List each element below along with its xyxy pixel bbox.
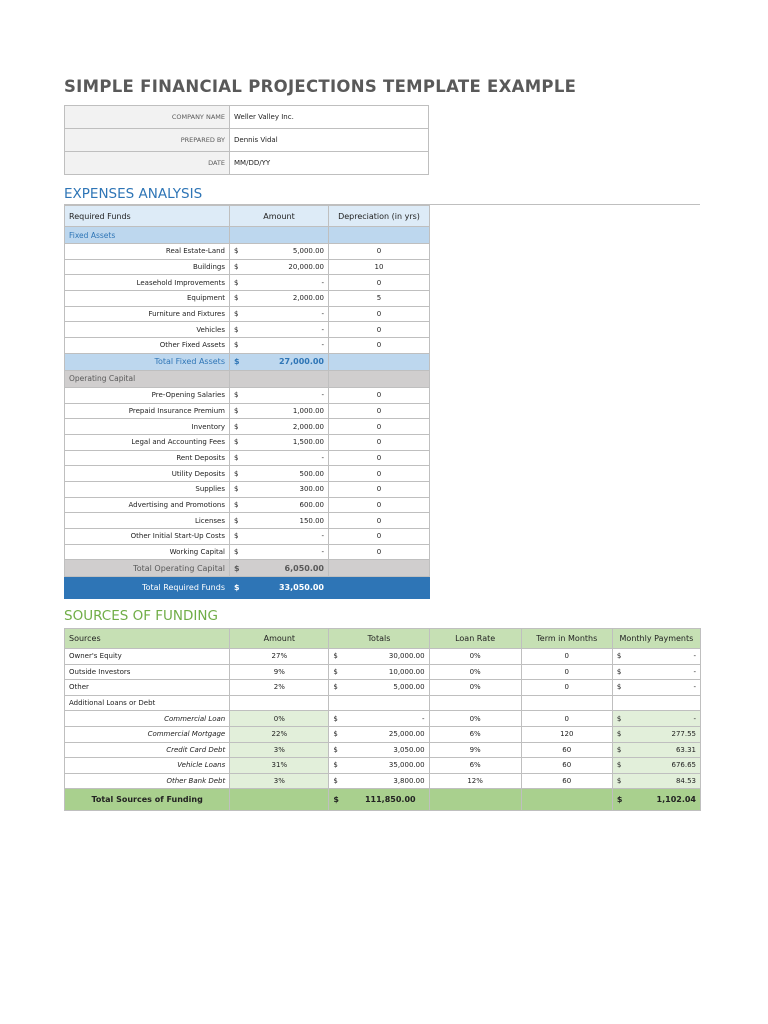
funding-row <box>65 680 701 696</box>
funding-row <box>65 711 701 727</box>
currency-sign: $ <box>234 247 239 256</box>
currency-sign: $ <box>333 667 338 676</box>
expense-amount[interactable]: 500.00 <box>299 469 324 478</box>
funding-row <box>65 726 701 742</box>
term-months[interactable]: 60 <box>521 773 612 789</box>
expense-amount[interactable]: 600.00 <box>299 500 324 509</box>
funding-header-row <box>65 629 701 649</box>
expense-amount[interactable]: 150.00 <box>299 516 324 525</box>
expense-name: Buildings <box>65 259 230 275</box>
loan-rate[interactable]: 0% <box>429 649 521 665</box>
source-percent[interactable]: 22% <box>230 726 329 742</box>
info-row-date <box>65 152 429 175</box>
expense-name: Rent Deposits <box>65 450 230 466</box>
expense-row <box>65 450 430 466</box>
loan-rate[interactable]: 0% <box>429 711 521 727</box>
depreciation-years[interactable]: 0 <box>329 419 430 435</box>
funding-row <box>65 664 701 680</box>
currency-sign: $ <box>333 730 338 739</box>
term-months[interactable]: 0 <box>521 649 612 665</box>
prepared-by-label: PREPARED BY <box>65 129 230 152</box>
currency-sign: $ <box>234 516 239 525</box>
source-total[interactable]: 3,800.00 <box>393 777 425 786</box>
source-total[interactable]: 10,000.00 <box>388 667 425 676</box>
source-total[interactable]: - <box>422 714 425 723</box>
source-percent[interactable]: 0% <box>230 711 329 727</box>
depreciation-years[interactable]: 0 <box>329 434 430 450</box>
expense-name: Real Estate-Land <box>65 244 230 260</box>
currency-sign: $ <box>616 683 622 692</box>
funding-row <box>65 773 701 789</box>
expense-row <box>65 529 430 545</box>
currency-sign: $ <box>234 391 239 400</box>
total-operating-amount[interactable]: 6,050.00 <box>284 563 324 573</box>
total-required-amount[interactable]: 33,050.00 <box>278 583 324 593</box>
company-name-cell[interactable]: Weller Valley Inc. <box>230 106 429 129</box>
currency-sign: $ <box>333 652 338 661</box>
expense-row <box>65 291 430 307</box>
currency-sign: $ <box>616 745 622 754</box>
col-amount: Amount <box>230 629 329 649</box>
col-monthly-payments: Monthly Payments <box>612 629 700 649</box>
term-months[interactable]: 0 <box>521 664 612 680</box>
total-sources-label: Total Sources of Funding <box>65 789 230 811</box>
currency-sign: $ <box>234 469 239 478</box>
expense-amount[interactable]: - <box>321 532 324 541</box>
source-percent[interactable]: 3% <box>230 773 329 789</box>
prepared-by-cell[interactable]: Dennis Vidal <box>230 129 429 152</box>
expense-row <box>65 275 430 291</box>
expense-row <box>65 466 430 482</box>
monthly-payment[interactable]: 63.31 <box>675 745 696 754</box>
expense-row <box>65 544 430 560</box>
fixed-assets-label: Fixed Assets <box>65 227 230 244</box>
loan-rate[interactable]: 9% <box>429 742 521 758</box>
total-fixed-assets-row <box>65 353 430 370</box>
expense-amount[interactable]: - <box>321 310 324 319</box>
depreciation-years[interactable]: 0 <box>329 322 430 338</box>
expense-row <box>65 306 430 322</box>
col-depreciation: Depreciation (in yrs) <box>329 206 430 227</box>
currency-sign: $ <box>234 453 239 462</box>
col-totals: Totals <box>329 629 429 649</box>
company-name-label: COMPANY NAME <box>65 106 230 129</box>
currency-sign: $ <box>234 438 239 447</box>
info-table <box>64 105 429 175</box>
currency-sign: $ <box>234 583 240 593</box>
term-months[interactable]: 60 <box>521 758 612 774</box>
monthly-payment[interactable]: - <box>693 683 696 692</box>
funding-row <box>65 758 701 774</box>
monthly-payment[interactable]: - <box>693 667 696 676</box>
currency-sign: $ <box>234 485 239 494</box>
info-row-company <box>65 106 429 129</box>
depreciation-years[interactable]: 0 <box>329 275 430 291</box>
depreciation-years[interactable]: 0 <box>329 544 430 560</box>
source-name: Commercial Loan <box>65 711 230 727</box>
currency-sign: $ <box>616 777 622 786</box>
col-amount: Amount <box>230 206 329 227</box>
expense-amount[interactable]: - <box>321 548 324 557</box>
currency-sign: $ <box>234 263 239 272</box>
total-sources-row <box>65 789 701 811</box>
expense-row <box>65 259 430 275</box>
expenses-header-row <box>65 206 430 227</box>
expense-name: Vehicles <box>65 322 230 338</box>
expense-amount[interactable]: 1,000.00 <box>292 406 324 415</box>
expense-row <box>65 338 430 354</box>
total-monthly-payments[interactable]: 1,102.04 <box>656 795 696 805</box>
expense-name: Utility Deposits <box>65 466 230 482</box>
currency-sign: $ <box>333 795 339 805</box>
monthly-payment[interactable]: - <box>693 652 696 661</box>
expense-amount[interactable]: 2,000.00 <box>292 294 324 303</box>
expense-name: Working Capital <box>65 544 230 560</box>
currency-sign: $ <box>234 310 239 319</box>
total-operating-label: Total Operating Capital <box>65 560 230 577</box>
source-total[interactable]: 25,000.00 <box>388 730 425 739</box>
expense-name: Supplies <box>65 481 230 497</box>
source-name: Vehicle Loans <box>65 758 230 774</box>
loan-rate[interactable]: 6% <box>429 726 521 742</box>
expense-amount[interactable]: - <box>321 278 324 287</box>
currency-sign: $ <box>333 714 338 723</box>
expense-name: Prepaid Insurance Premium <box>65 403 230 419</box>
total-operating-capital-row <box>65 560 430 577</box>
expense-amount[interactable]: - <box>321 391 324 400</box>
depreciation-years[interactable]: 0 <box>329 513 430 529</box>
funding-row <box>65 742 701 758</box>
currency-sign: $ <box>234 278 239 287</box>
currency-sign: $ <box>234 548 239 557</box>
funding-row <box>65 649 701 665</box>
expense-amount[interactable]: - <box>321 453 324 462</box>
currency-sign: $ <box>234 341 239 350</box>
loan-rate[interactable]: 6% <box>429 758 521 774</box>
currency-sign: $ <box>234 357 240 367</box>
source-total[interactable]: 35,000.00 <box>388 761 425 770</box>
total-fixed-amount[interactable]: 27,000.00 <box>278 357 324 367</box>
expense-amount[interactable]: - <box>321 341 324 350</box>
total-fixed-label: Total Fixed Assets <box>65 353 230 370</box>
expense-name: Inventory <box>65 419 230 435</box>
operating-capital-label: Operating Capital <box>65 370 230 387</box>
currency-sign: $ <box>234 532 239 541</box>
expense-row <box>65 387 430 403</box>
date-label: DATE <box>65 152 230 175</box>
source-name: Credit Card Debt <box>65 742 230 758</box>
col-loan-rate: Loan Rate <box>429 629 521 649</box>
expenses-heading: EXPENSES ANALYSIS <box>64 186 203 202</box>
col-required-funds: Required Funds <box>65 206 230 227</box>
depreciation-years[interactable]: 0 <box>329 529 430 545</box>
currency-sign: $ <box>234 294 239 303</box>
currency-sign: $ <box>616 730 622 739</box>
depreciation-years[interactable]: 0 <box>329 244 430 260</box>
source-percent[interactable]: 27% <box>230 649 329 665</box>
loan-rate[interactable]: 12% <box>429 773 521 789</box>
currency-sign: $ <box>234 422 239 431</box>
source-percent[interactable]: 3% <box>230 742 329 758</box>
depreciation-years[interactable]: 0 <box>329 338 430 354</box>
expense-name: Leasehold Improvements <box>65 275 230 291</box>
source-total[interactable]: 30,000.00 <box>388 652 425 661</box>
currency-sign: $ <box>333 745 338 754</box>
currency-sign: $ <box>234 563 240 573</box>
currency-sign: $ <box>333 683 338 692</box>
col-term: Term in Months <box>521 629 612 649</box>
source-name: Other <box>65 680 230 696</box>
currency-sign: $ <box>616 667 622 676</box>
source-name: Outside Investors <box>65 664 230 680</box>
expenses-table <box>64 205 430 599</box>
depreciation-years[interactable]: 0 <box>329 306 430 322</box>
source-name: Commercial Mortgage <box>65 726 230 742</box>
additional-loans-label: Additional Loans or Debt <box>65 695 230 711</box>
date-cell[interactable]: MM/DD/YY <box>230 152 429 175</box>
depreciation-years[interactable]: 0 <box>329 387 430 403</box>
expense-name: Legal and Accounting Fees <box>65 434 230 450</box>
expense-name: Pre-Opening Salaries <box>65 387 230 403</box>
monthly-payment[interactable]: - <box>693 714 696 723</box>
currency-sign: $ <box>333 777 338 786</box>
expense-amount[interactable]: 5,000.00 <box>292 247 324 256</box>
monthly-payment[interactable]: 277.55 <box>671 730 696 739</box>
expense-row <box>65 244 430 260</box>
expense-row <box>65 497 430 513</box>
depreciation-years[interactable]: 0 <box>329 466 430 482</box>
currency-sign: $ <box>616 652 622 661</box>
currency-sign: $ <box>234 325 239 334</box>
source-percent[interactable]: 2% <box>230 680 329 696</box>
currency-sign: $ <box>234 406 239 415</box>
source-name: Owner's Equity <box>65 649 230 665</box>
page-title: SIMPLE FINANCIAL PROJECTIONS TEMPLATE EXAMPLE <box>64 77 577 96</box>
expense-name: Equipment <box>65 291 230 307</box>
info-row-prepared <box>65 129 429 152</box>
funding-heading: SOURCES OF FUNDING <box>64 608 218 624</box>
total-required-funds-row <box>65 577 430 599</box>
expense-name: Advertising and Promotions <box>65 497 230 513</box>
expense-name: Other Initial Start-Up Costs <box>65 529 230 545</box>
source-percent[interactable]: 9% <box>230 664 329 680</box>
monthly-payment[interactable]: 84.53 <box>675 777 696 786</box>
loan-rate[interactable]: 0% <box>429 664 521 680</box>
currency-sign: $ <box>616 714 622 723</box>
expense-row <box>65 434 430 450</box>
depreciation-years[interactable]: 0 <box>329 403 430 419</box>
term-months[interactable]: 0 <box>521 680 612 696</box>
expense-amount[interactable]: 2,000.00 <box>292 422 324 431</box>
expense-name: Other Fixed Assets <box>65 338 230 354</box>
loan-rate[interactable]: 0% <box>429 680 521 696</box>
currency-sign: $ <box>616 795 623 805</box>
additional-loans-label-row <box>65 695 701 711</box>
source-total[interactable]: 5,000.00 <box>393 683 425 692</box>
expense-amount[interactable]: - <box>321 325 324 334</box>
fixed-assets-subheader <box>65 227 430 244</box>
expense-row <box>65 322 430 338</box>
expense-amount[interactable]: 1,500.00 <box>292 438 324 447</box>
col-sources: Sources <box>65 629 230 649</box>
expense-row <box>65 481 430 497</box>
depreciation-years[interactable]: 5 <box>329 291 430 307</box>
expense-amount[interactable]: 20,000.00 <box>288 263 324 272</box>
currency-sign: $ <box>616 761 622 770</box>
total-required-label: Total Required Funds <box>65 577 230 599</box>
source-total[interactable]: 3,050.00 <box>393 745 425 754</box>
source-name: Other Bank Debt <box>65 773 230 789</box>
term-months[interactable]: 0 <box>521 711 612 727</box>
expense-name: Furniture and Fixtures <box>65 306 230 322</box>
expense-name: Licenses <box>65 513 230 529</box>
depreciation-years[interactable]: 0 <box>329 481 430 497</box>
operating-capital-subheader <box>65 370 430 387</box>
expense-row <box>65 419 430 435</box>
depreciation-years[interactable]: 10 <box>329 259 430 275</box>
expense-amount[interactable]: 300.00 <box>299 485 324 494</box>
depreciation-years[interactable]: 0 <box>329 497 430 513</box>
total-sources-amount[interactable]: 111,850.00 <box>364 795 416 805</box>
monthly-payment[interactable]: 676.65 <box>671 761 696 770</box>
expense-row <box>65 403 430 419</box>
currency-sign: $ <box>234 500 239 509</box>
expense-row <box>65 513 430 529</box>
funding-table <box>64 628 701 811</box>
term-months[interactable]: 60 <box>521 742 612 758</box>
term-months[interactable]: 120 <box>521 726 612 742</box>
depreciation-years[interactable]: 0 <box>329 450 430 466</box>
currency-sign: $ <box>333 761 338 770</box>
source-percent[interactable]: 31% <box>230 758 329 774</box>
